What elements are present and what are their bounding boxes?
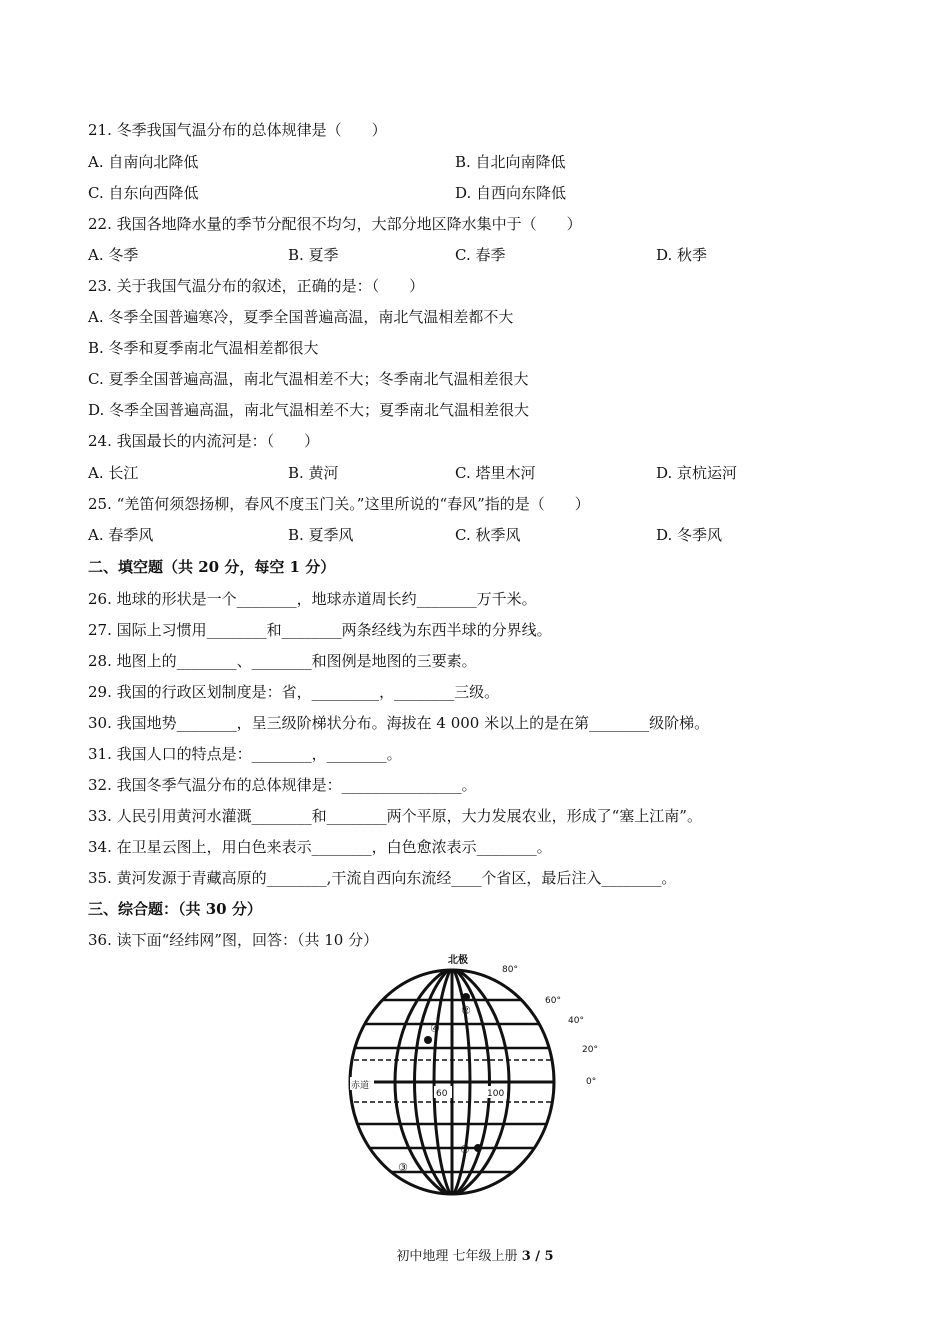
q25-option-a: A. 春季风: [88, 526, 154, 544]
fill-item-34: 34. 在卫星云图上，用白色来表示________，白色愈浓表示________。: [88, 838, 552, 856]
north-pole-label: 北极: [448, 955, 468, 966]
q23-option-d: D. 冬季全国普遍高温，南北气温相差不大；夏季南北气温相差很大: [88, 401, 530, 419]
page-footer: [0, 1248, 950, 1266]
lon-label-100: 100: [487, 1089, 505, 1099]
footer-text: 初中地理 七年级上册: [396, 1249, 522, 1264]
q24-option-a: A. 长江: [88, 464, 139, 482]
q25-option-b: B. 夏季风: [288, 526, 354, 544]
fill-item-26: 26. 地球的形状是一个________，地球赤道周长约________万千米。: [88, 590, 537, 608]
lon-label-60: 60: [436, 1089, 448, 1099]
point-1-label: ①: [460, 1143, 470, 1156]
q25-option-d: D. 冬季风: [656, 526, 723, 544]
lat-label-20: 20°: [582, 1045, 598, 1055]
q22-stem: 22. 我国各地降水量的季节分配很不均匀，大部分地区降水集中于（ ）: [88, 215, 582, 233]
fill-item-30: 30. 我国地势________，呈三级阶梯状分布。海拔在 4 000 米以上的是在第________级阶梯。: [88, 714, 710, 732]
fill-item-27: 27. 国际上习惯用________和________两条经线为东西半球的分界线。: [88, 621, 552, 639]
q21-option-d: D. 自西向东降低: [455, 184, 567, 202]
fill-item-33: 33. 人民引用黄河水灌溉________和________两个平原，大力发展农业，形成了“塞上江南”。: [88, 807, 702, 825]
point-1-dot: [474, 1144, 482, 1152]
q23-option-b: B. 冬季和夏季南北气温相差都很大: [88, 339, 319, 357]
fill-item-35: 35. 黄河发源于青藏高原的________,干流自西向东流经____个省区，最后注入________。: [88, 869, 677, 887]
q21-stem: 21. 冬季我国气温分布的总体规律是（ ）: [88, 121, 387, 139]
lat-label-0: 0°: [586, 1077, 597, 1087]
point-4-label: ④: [430, 1022, 440, 1035]
point-3-label: ③: [398, 1161, 408, 1174]
q23-option-a: A. 冬季全国普遍寒冷，夏季全国普遍高温，南北气温相差都不大: [88, 308, 514, 326]
fill-item-32: 32. 我国冬季气温分布的总体规律是：________________。: [88, 776, 477, 794]
point-2-dot: [462, 993, 470, 1001]
lat-label-80: 80°: [502, 965, 518, 975]
lat-label-40: 40°: [568, 1016, 584, 1026]
q36-stem: 36. 读下面“经纬网”图，回答：（共 10 分）: [88, 931, 379, 949]
q22-option-c: C. 春季: [455, 246, 506, 264]
graticule-globe-figure: [330, 952, 630, 1204]
q25-option-c: C. 秋季风: [455, 526, 521, 544]
q23-option-c: C. 夏季全国普遍高温，南北气温相差不大；冬季南北气温相差很大: [88, 370, 529, 388]
equator-label: 赤道: [351, 1081, 370, 1091]
page-number: 3 / 5: [521, 1249, 554, 1264]
q24-option-c: C. 塔里木河: [455, 464, 536, 482]
q24-option-b: B. 黄河: [288, 464, 339, 482]
q22-option-b: B. 夏季: [288, 246, 339, 264]
q24-option-d: D. 京杭运河: [656, 464, 738, 482]
q22-option-a: A. 冬季: [88, 246, 139, 264]
fill-item-29: 29. 我国的行政区划制度是：省，_________，________三级。: [88, 683, 500, 701]
section3-heading: 三、综合题：（共 30 分）: [88, 900, 262, 918]
q21-option-a: A. 自南向北降低: [88, 153, 199, 171]
q21-option-c: C. 自东向西降低: [88, 184, 199, 202]
fill-item-31: 31. 我国人口的特点是：________，________。: [88, 745, 402, 763]
fill-item-28: 28. 地图上的________、________和图例是地图的三要素。: [88, 652, 477, 670]
q22-option-d: D. 秋季: [656, 246, 708, 264]
point-2-label: ②: [461, 1004, 471, 1017]
q25-stem: 25. “羌笛何须怨扬柳，春风不度玉门关。”这里所说的“春风”指的是（ ）: [88, 495, 590, 513]
q24-stem: 24. 我国最长的内流河是：（ ）: [88, 432, 320, 450]
point-4-dot: [424, 1036, 432, 1044]
section2-heading: 二、填空题（共 20 分，每空 1 分）: [88, 558, 336, 576]
lat-label-60: 60°: [545, 996, 561, 1006]
q23-stem: 23. 关于我国气温分布的叙述，正确的是：（ ）: [88, 277, 425, 295]
q21-option-b: B. 自北向南降低: [455, 153, 566, 171]
